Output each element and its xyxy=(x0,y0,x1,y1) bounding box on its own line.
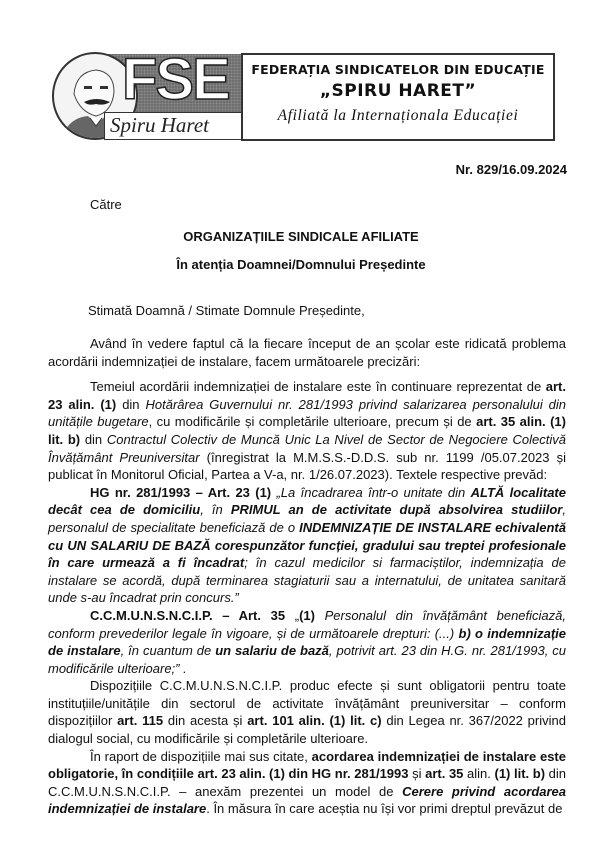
text-run: , cu modificările și completările ulterioare, precum și de xyxy=(148,414,477,430)
federation-line: FEDERAȚIA SINDICATELOR DIN EDUCAȚIE xyxy=(251,62,545,77)
text-run: Hotărârea Guvernului nr. 281/1993 privind salarizarea personalului din unitățile bugetare xyxy=(48,396,567,430)
text-run: C.C.M.U.N.S.N.C.I.P. – Art. 35 xyxy=(90,607,286,623)
federation-title-box xyxy=(241,53,555,141)
document-number: Nr. 829/16.09.2024 xyxy=(455,162,567,177)
paragraph xyxy=(48,607,566,677)
attention-line: În atenția Doamnei/Domnului Președinte xyxy=(176,257,426,272)
logo-name: Spiru Haret xyxy=(110,113,209,137)
text-run: Cerere privind acordarea indemnizației de instalare xyxy=(48,783,567,817)
text-run: art. 35 xyxy=(425,766,464,782)
letterhead xyxy=(50,47,553,139)
fse-logo xyxy=(50,47,242,139)
text-run: Dispozițiile C.C.M.U.N.S.N.C.I.P. produc efecte și sunt obligatorii pentru toate instituțiile/unitățile din sectorul de activitate învățământ preuniversitar – conform dispozițiilor xyxy=(48,678,566,729)
text-run: INDEMNIZAȚIE DE INSTALARE echivalentă cu UN SALARIU DE BAZĂ corespunzător funcției, gradului sau treptei profesionale în care urmează a fi încadrat xyxy=(48,519,566,571)
text-run: art. 101 alin. (1) lit. c) xyxy=(247,713,382,729)
to-label: Către xyxy=(90,197,122,212)
text-run: , în xyxy=(200,502,231,518)
text-run: din xyxy=(80,431,107,447)
text-run: „La încadrarea într-o unitate din xyxy=(271,484,471,500)
text-run: , potrivit art. 23 din H.G. nr. 281/1993, cu modificările ulterioare;” . xyxy=(48,643,566,676)
text-run: Contractul Colectiv de Muncă Unic La Nivel de Sector de Negociere Colectivă Învățământ Preuniversitar xyxy=(48,431,566,465)
text-run: Având în vedere faptul că la fiecare început de an școlar este ridicată problema acordării indemnizației de instalare, facem următoarele precizări: xyxy=(48,336,566,369)
text-run: b) o indemnizație de instalare xyxy=(48,625,566,659)
paragraph xyxy=(48,484,566,607)
text-run: „ xyxy=(285,607,300,623)
salutation: Stimată Doamnă / Stimate Domnule Președinte, xyxy=(88,303,365,318)
text-run: HG nr. 281/1993 – Art. 23 (1) xyxy=(90,484,272,500)
letter-body xyxy=(48,335,566,818)
text-run: (1) xyxy=(299,607,315,623)
text-run: , în cuantum de xyxy=(120,643,216,659)
paragraph xyxy=(48,748,566,818)
affiliation: Afiliată la Internaționala Educației xyxy=(277,107,519,124)
text-run: din Legea nr. 367/2022 privind dialogul social, cu modificările și completările ulterioare. xyxy=(48,713,566,747)
text-run: ; în cazul medicilor si farmaciștilor, indemnizația de instalare se acordă, după terminarea stagiaturii sau a internatului, de unitatea sanitară unde s-au încadrat prin concurs.” xyxy=(48,555,567,606)
text-run: și xyxy=(408,766,426,782)
paragraph xyxy=(48,335,566,370)
text-run: (1) lit. b) xyxy=(494,766,546,782)
text-run: PRIMUL an de activitate după absolvirea studiilor xyxy=(230,502,563,518)
text-run: art. 35 alin. (1) lit. b) xyxy=(48,414,566,447)
text-run: (înregistrat la M.M.S.S.-D.D.S. sub nr. 1199 /05.07.2023 și publicat în Monitorul Oficial, Partea a V-a, nr. 1/26.07.2023). Textele respective prevăd: xyxy=(48,449,566,483)
text-run: ALTĂ localitate decât cea de domiciliu xyxy=(48,484,566,518)
text-run: Personalul din învățământ beneficiază, conform prevederilor legale în vigoare, și de următoarele drepturi: (...) xyxy=(48,607,566,641)
text-run: alin. xyxy=(463,766,495,782)
recipient: ORGANIZAȚIILE SINDICALE AFILIATE xyxy=(183,229,419,244)
text-run: . În măsura în care aceștia nu își vor primi dreptul prevăzut de xyxy=(206,801,563,817)
paragraph xyxy=(48,677,566,747)
paragraph xyxy=(48,378,566,484)
text-run: art. 23 alin. (1) xyxy=(48,379,566,412)
text-run: din xyxy=(116,396,146,412)
text-run: din acesta și xyxy=(163,713,248,729)
text-run: un salariu de bază xyxy=(215,643,329,659)
federation-name: „SPIRU HARET” xyxy=(319,81,477,101)
text-run: , personalul de specialitate beneficiază de o xyxy=(48,502,566,535)
text-run: Temeiul acordării indemnizației de instalare este în continuare reprezentat de xyxy=(90,379,546,395)
text-run: În raport de dispozițiile mai sus citate, xyxy=(90,748,312,764)
text-run: art. 115 xyxy=(117,713,164,729)
text-run: acordarea indemnizației de instalare este obligatorie, în condițiile art. 23 alin. (1) din HG nr. 281/1993 xyxy=(48,748,566,782)
logo-letters: FSE xyxy=(122,47,229,112)
text-run: din C.C.M.U.N.S.N.C.I.P. – anexăm prezentei un model de xyxy=(48,766,567,799)
